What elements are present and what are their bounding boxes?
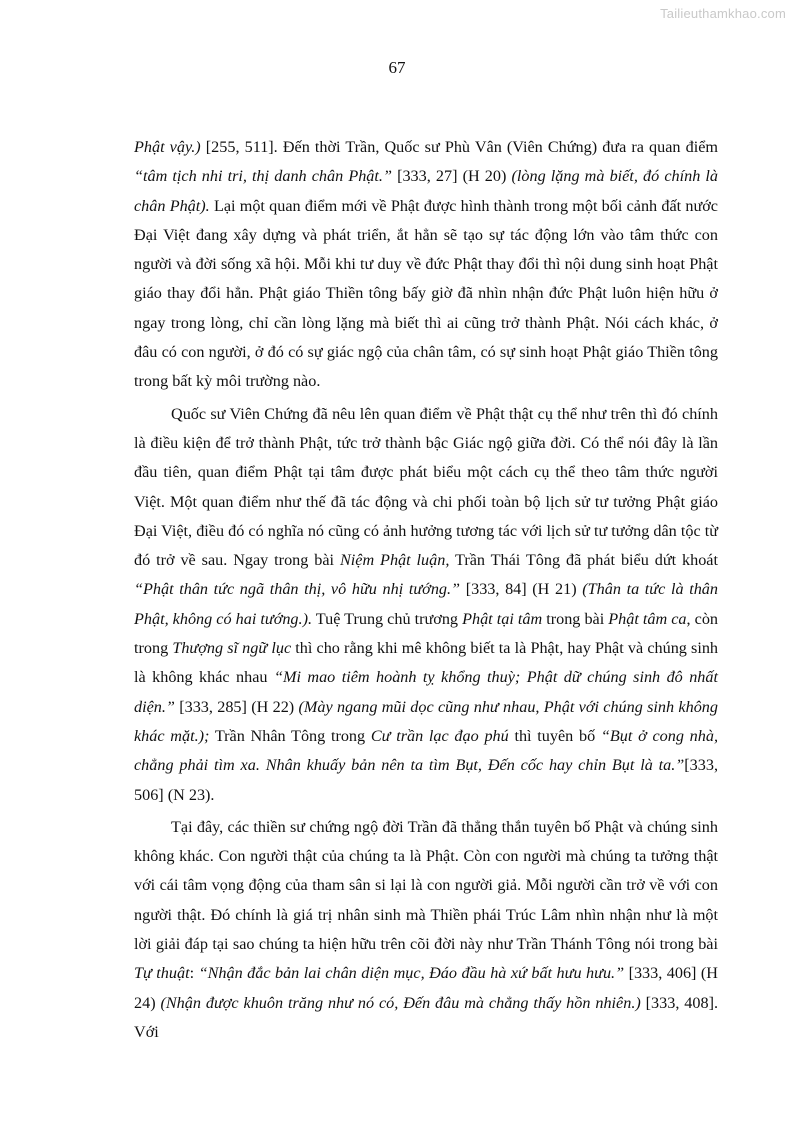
italic-text-run: Phật tâm ca <box>608 609 687 628</box>
italic-text-run: Thượng sĩ ngữ lục <box>172 639 292 658</box>
italic-text-run: Phật tại tâm <box>462 609 543 628</box>
text-run: Lại một quan điểm mới về Phật được hình thành trong một bối cảnh đất nước Đại Việt đang xây dựng và phát triển, ắt hẳn sẽ tạo sự tác động lớn vào tâm thức con người và đời sống xã hội. Mỗi khi tư duy về đức Phật thay đổi thì nội dung sinh hoạt Phật giáo thay đổi hẳn. Phật giáo Thiền tông bấy giờ đã nhìn nhận đức Phật luôn hiện hữu ở ngay trong lòng, chỉ cần lòng lặng mà biết thì ai cũng trở thành Phật. Nói cách khác, ở đâu có con người, ở đó có sự giác ngộ của chân tâm, có sự sinh hoạt Phật giáo Thiền tông trong bất kỳ môi trường nào. <box>134 196 718 391</box>
text-run: , còn trong <box>134 609 719 658</box>
text-run: Quốc sư Viên Chứng đã nêu lên quan điểm về Phật thật cụ thể như trên thì đó chính là điều kiện để trở thành Phật, tức trở thành bậc Giác ngộ giữa đời. Có thể nói đây là lần đầu tiên, quan điểm Phật tại tâm được phát biểu một cách cụ thể theo tâm thức người Việt. Một quan điểm như thế đã tác động và chi phối toàn bộ lịch sử tư tưởng Phật giáo Đại Việt, điều đó có nghĩa nó cũng có ảnh hưởng tương tác với lịch sử tư tưởng dân tộc từ đó trở về sau. Ngay trong bài <box>134 404 718 570</box>
italic-text-run: “Phật thân tức ngã thân thị, vô hữu nhị tướng.” <box>134 580 461 599</box>
text-run: thì cho rằng khi mê không biết ta là Phật, hay Phật và chúng sinh là không khác nhau <box>134 639 719 687</box>
text-run: Tuệ Trung chủ trương <box>312 609 463 628</box>
paragraph <box>134 400 718 810</box>
italic-text-run: Phật vậy.) <box>134 138 201 156</box>
watermark: Tailieuthamkhao.com <box>660 6 786 21</box>
paragraph <box>134 813 718 1047</box>
italic-text-run: “Bụt ở cong nhà, chẳng phải tìm xa. Nhân khuấy bản nên ta tìm Bụt, Đến cốc hay chỉn Bụt là ta.” <box>134 726 718 775</box>
text-run: [333, 506] (N 23). <box>134 756 718 804</box>
text-run: [333, 285] (H 22) <box>174 697 299 716</box>
italic-text-run: Niệm Phật luận, <box>339 551 450 570</box>
page-body <box>134 133 718 1047</box>
italic-text-run: “Mi mao tiêm hoành tỵ khổng thuỳ; Phật dữ chúng sinh đô nhất diện.” <box>134 668 718 716</box>
text-run: [333, 27] (H 20) <box>391 167 512 186</box>
text-run: Tại đây, các thiền sư chứng ngộ đời Trần đã thẳng thắn tuyên bố Phật và chúng sinh không khác. Con người thật của chúng ta là Phật. Còn con người mà chúng ta tưởng thật với cái tâm vọng động của tham sân si lại là con người giả. Mỗi người cần trở về với con người thật. Đó chính là giá trị nhân sinh mà Thiền phái Trúc Lâm nhìn nhận như là một lời giải đáp tại sao chúng ta hiện hữu trên cõi đời này như Trần Thánh Tông nói trong bài <box>134 817 718 954</box>
italic-text-run: Cư trần lạc đạo phú <box>370 726 509 745</box>
text-run: [255, 511]. Đến thời Trần, Quốc sư Phù Vân (Viên Chứng) đưa ra quan điểm <box>200 138 718 156</box>
page-number: 67 <box>388 58 406 77</box>
text-run: Trần Nhân Tông trong <box>209 726 371 745</box>
italic-text-run: (Nhận được khuôn trăng như nó có, Đến đâu mà chẳng thấy hồn nhiên.) <box>160 993 641 1012</box>
text-run: [333, 84] (H 21) <box>460 580 583 599</box>
italic-text-run: Tự thuật <box>134 964 190 983</box>
italic-text-run: “tâm tịch nhi tri, thị danh chân Phật.” <box>134 167 392 186</box>
text-run: : <box>189 964 199 983</box>
italic-text-run: (lòng lặng mà biết, đó chính là chân Phật). <box>134 167 718 215</box>
italic-text-run: (Mày ngang mũi dọc cũng như nhau, Phật với chúng sinh không khác mặt.); <box>134 697 718 745</box>
italic-text-run: (Thân ta tức là thân Phật, không có hai tướng.). <box>134 580 718 628</box>
text-run: [333, 408]. Với <box>134 993 719 1041</box>
text-run: [333, 406] (H 24) <box>134 964 718 1012</box>
text-run: trong bài <box>542 609 609 628</box>
text-run: thì tuyên bố <box>508 726 601 745</box>
text-run: Trần Thái Tông đã phát biểu dứt khoát <box>449 551 718 570</box>
italic-text-run: “Nhận đắc bản lai chân diện mục, Đáo đầu hà xứ bất hưu hưu.” <box>198 964 625 983</box>
paragraph <box>134 133 718 397</box>
